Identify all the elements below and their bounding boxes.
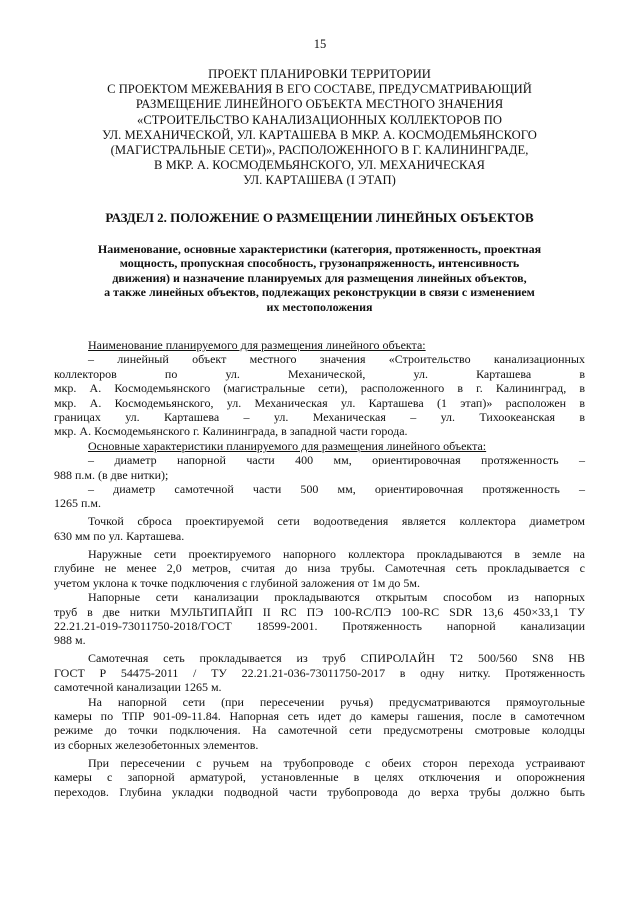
paragraph-line: камеры по ТПР 901-09-11.84. Напорная сеть идет до камеры гашения, после в самотечном: [54, 708, 585, 723]
title-line: УЛ. МЕХАНИЧЕСКОЙ, УЛ. КАРТАШЕВА В МКР. А. КОСМОДЕМЬЯНСКОГО: [102, 127, 537, 142]
paragraph-line: Точкой сброса проектируемой сети водоотведения является коллектора диаметром: [88, 514, 585, 529]
paragraph: [54, 547, 585, 590]
paragraph-line: режиме до точки подключения. На самотечной сети предусмотрены смотровые колодцы: [54, 723, 585, 738]
paragraph-line: 988 м.: [54, 633, 86, 648]
subheading-line: Наименование, основные характеристики (категория, протяженность, проектная: [97, 242, 542, 256]
paragraph-line: 22.21.21-019-73011750-2018/ГОСТ 18599-2001. Протяженность напорной канализации: [54, 618, 585, 633]
name-line: коллекторов по ул. Механической, ул. Карташева в: [54, 366, 585, 381]
characteristics-line: – диаметр самотечной части 500 мм, ориентировочная протяженность –: [88, 482, 585, 497]
name-line: – линейный объект местного значения «Строительство канализационных: [88, 352, 585, 367]
paragraph-line: глубине не менее 2,0 метров, считая до низа трубы. Самотечная сеть прокладывается с: [54, 561, 585, 576]
document-body: [54, 338, 585, 799]
characteristics-line: – диаметр напорной части 400 мм, ориентировочная протяженность –: [88, 453, 585, 468]
name-section: [54, 338, 585, 439]
name-line: мкр. А. Космодемьянского г. Калининграда, в западной части города.: [54, 424, 408, 439]
page-number: 15: [313, 37, 327, 51]
paragraph-line: камеры с запорной арматурой, установленные в целях отключения и опорожнения: [54, 770, 585, 785]
title-line: УЛ. КАРТАШЕВА (I ЭТАП): [243, 173, 396, 188]
characteristics-line: 988 п.м. (в две нитки);: [54, 467, 169, 482]
name-line: мкр. А. Космодемьянского, ул. Механическая ул. Карташева (1 этап)» расположен в: [54, 395, 585, 410]
title-line: В МКР. А. КОСМОДЕМЬЯНСКОГО, УЛ. МЕХАНИЧЕСКАЯ: [154, 158, 485, 173]
title-line: ПРОЕКТ ПЛАНИРОВКИ ТЕРРИТОРИИ: [208, 67, 431, 81]
subheading-line: движения) и назначение планируемых для размещения линейных объектов,: [112, 270, 527, 285]
section-subheading: [54, 242, 585, 314]
paragraph-line: 630 мм по ул. Карташева.: [54, 528, 185, 543]
paragraph-line: Наружные сети проектируемого напорного коллектора прокладываются в земле на: [88, 546, 585, 561]
characteristics-section: [54, 439, 585, 511]
section-heading: РАЗДЕЛ 2. ПОЛОЖЕНИЕ О РАЗМЕЩЕНИИ ЛИНЕЙНЫХ ОБЪЕКТОВ: [105, 210, 534, 225]
paragraph: [54, 651, 585, 694]
paragraph-line: При пересечении с ручьем на трубопроводе с обеих сторон перехода устраивают: [88, 755, 585, 770]
paragraph-line: учетом уклона к точке подключения с глубиной заложения от 1м до 5м.: [54, 575, 421, 590]
paragraph: [54, 514, 585, 543]
paragraph-line: Самотечная сеть прокладывается из труб СПИРОЛАЙН Т2 500/560 SN8 НВ: [88, 651, 585, 666]
paragraph-line: переходов. Глубина укладки подводной части трубопровода до верха трубы должно быть: [54, 784, 585, 799]
name-line: границах ул. Карташева – ул. Механическая – ул. Тихоокеанская в: [54, 410, 585, 425]
paragraph: [54, 695, 585, 753]
name-line: мкр. А. Космодемьянского (магистральные сети), расположенного в г. Калининград, в: [54, 381, 585, 396]
title-line: РАЗМЕЩЕНИЕ ЛИНЕЙНОГО ОБЪЕКТА МЕСТНОГО ЗНАЧЕНИЯ: [135, 97, 504, 112]
paragraph: [54, 756, 585, 799]
characteristics-line: 1265 п.м.: [54, 496, 102, 511]
paragraph-line: из сборных железобетонных элементов.: [54, 737, 259, 752]
characteristics-heading: Основные характеристики планируемого для размещения линейного объекта:: [88, 438, 487, 453]
subheading-line: а также линейных объектов, подлежащих реконструкции в связи с изменением: [104, 285, 535, 300]
subheading-line: мощность, пропускная способность, грузонапряженность, интенсивность: [119, 256, 520, 271]
title-line: С ПРОЕКТОМ МЕЖЕВАНИЯ В ЕГО СОСТАВЕ, ПРЕДУСМАТРИВАЮЩИЙ: [107, 82, 532, 97]
paragraph-line: ГОСТ Р 54475-2011 / ТУ 22.21.21-036-73011750-2017 в одну нитку. Протяженность: [54, 665, 585, 680]
subheading-line: их местоположения: [266, 299, 373, 314]
paragraph-line: труб в две нитки МУЛЬТИПАЙП II RC ПЭ 100-RC/ПЭ 100-RC SDR 13,6 450×33,1 ТУ: [54, 604, 585, 619]
paragraph-line: Напорные сети канализации прокладываются открытым способом из напорных: [88, 590, 585, 605]
paragraph-line: самотечной канализации 1265 м.: [54, 680, 222, 695]
paragraph-line: На напорной сети (при пересечении ручья) предусматриваются прямоугольные: [88, 694, 585, 709]
name-heading: Наименование планируемого для размещения линейного объекта:: [88, 338, 426, 352]
document-title: [54, 67, 585, 189]
title-line: (МАГИСТРАЛЬНЫЕ СЕТИ)», РАСПОЛОЖЕННОГО В Г. КАЛИНИНГРАДЕ,: [110, 143, 529, 158]
paragraph: [54, 590, 585, 648]
title-line: «СТРОИТЕЛЬСТВО КАНАЛИЗАЦИОННЫХ КОЛЛЕКТОРОВ ПО: [137, 112, 502, 127]
